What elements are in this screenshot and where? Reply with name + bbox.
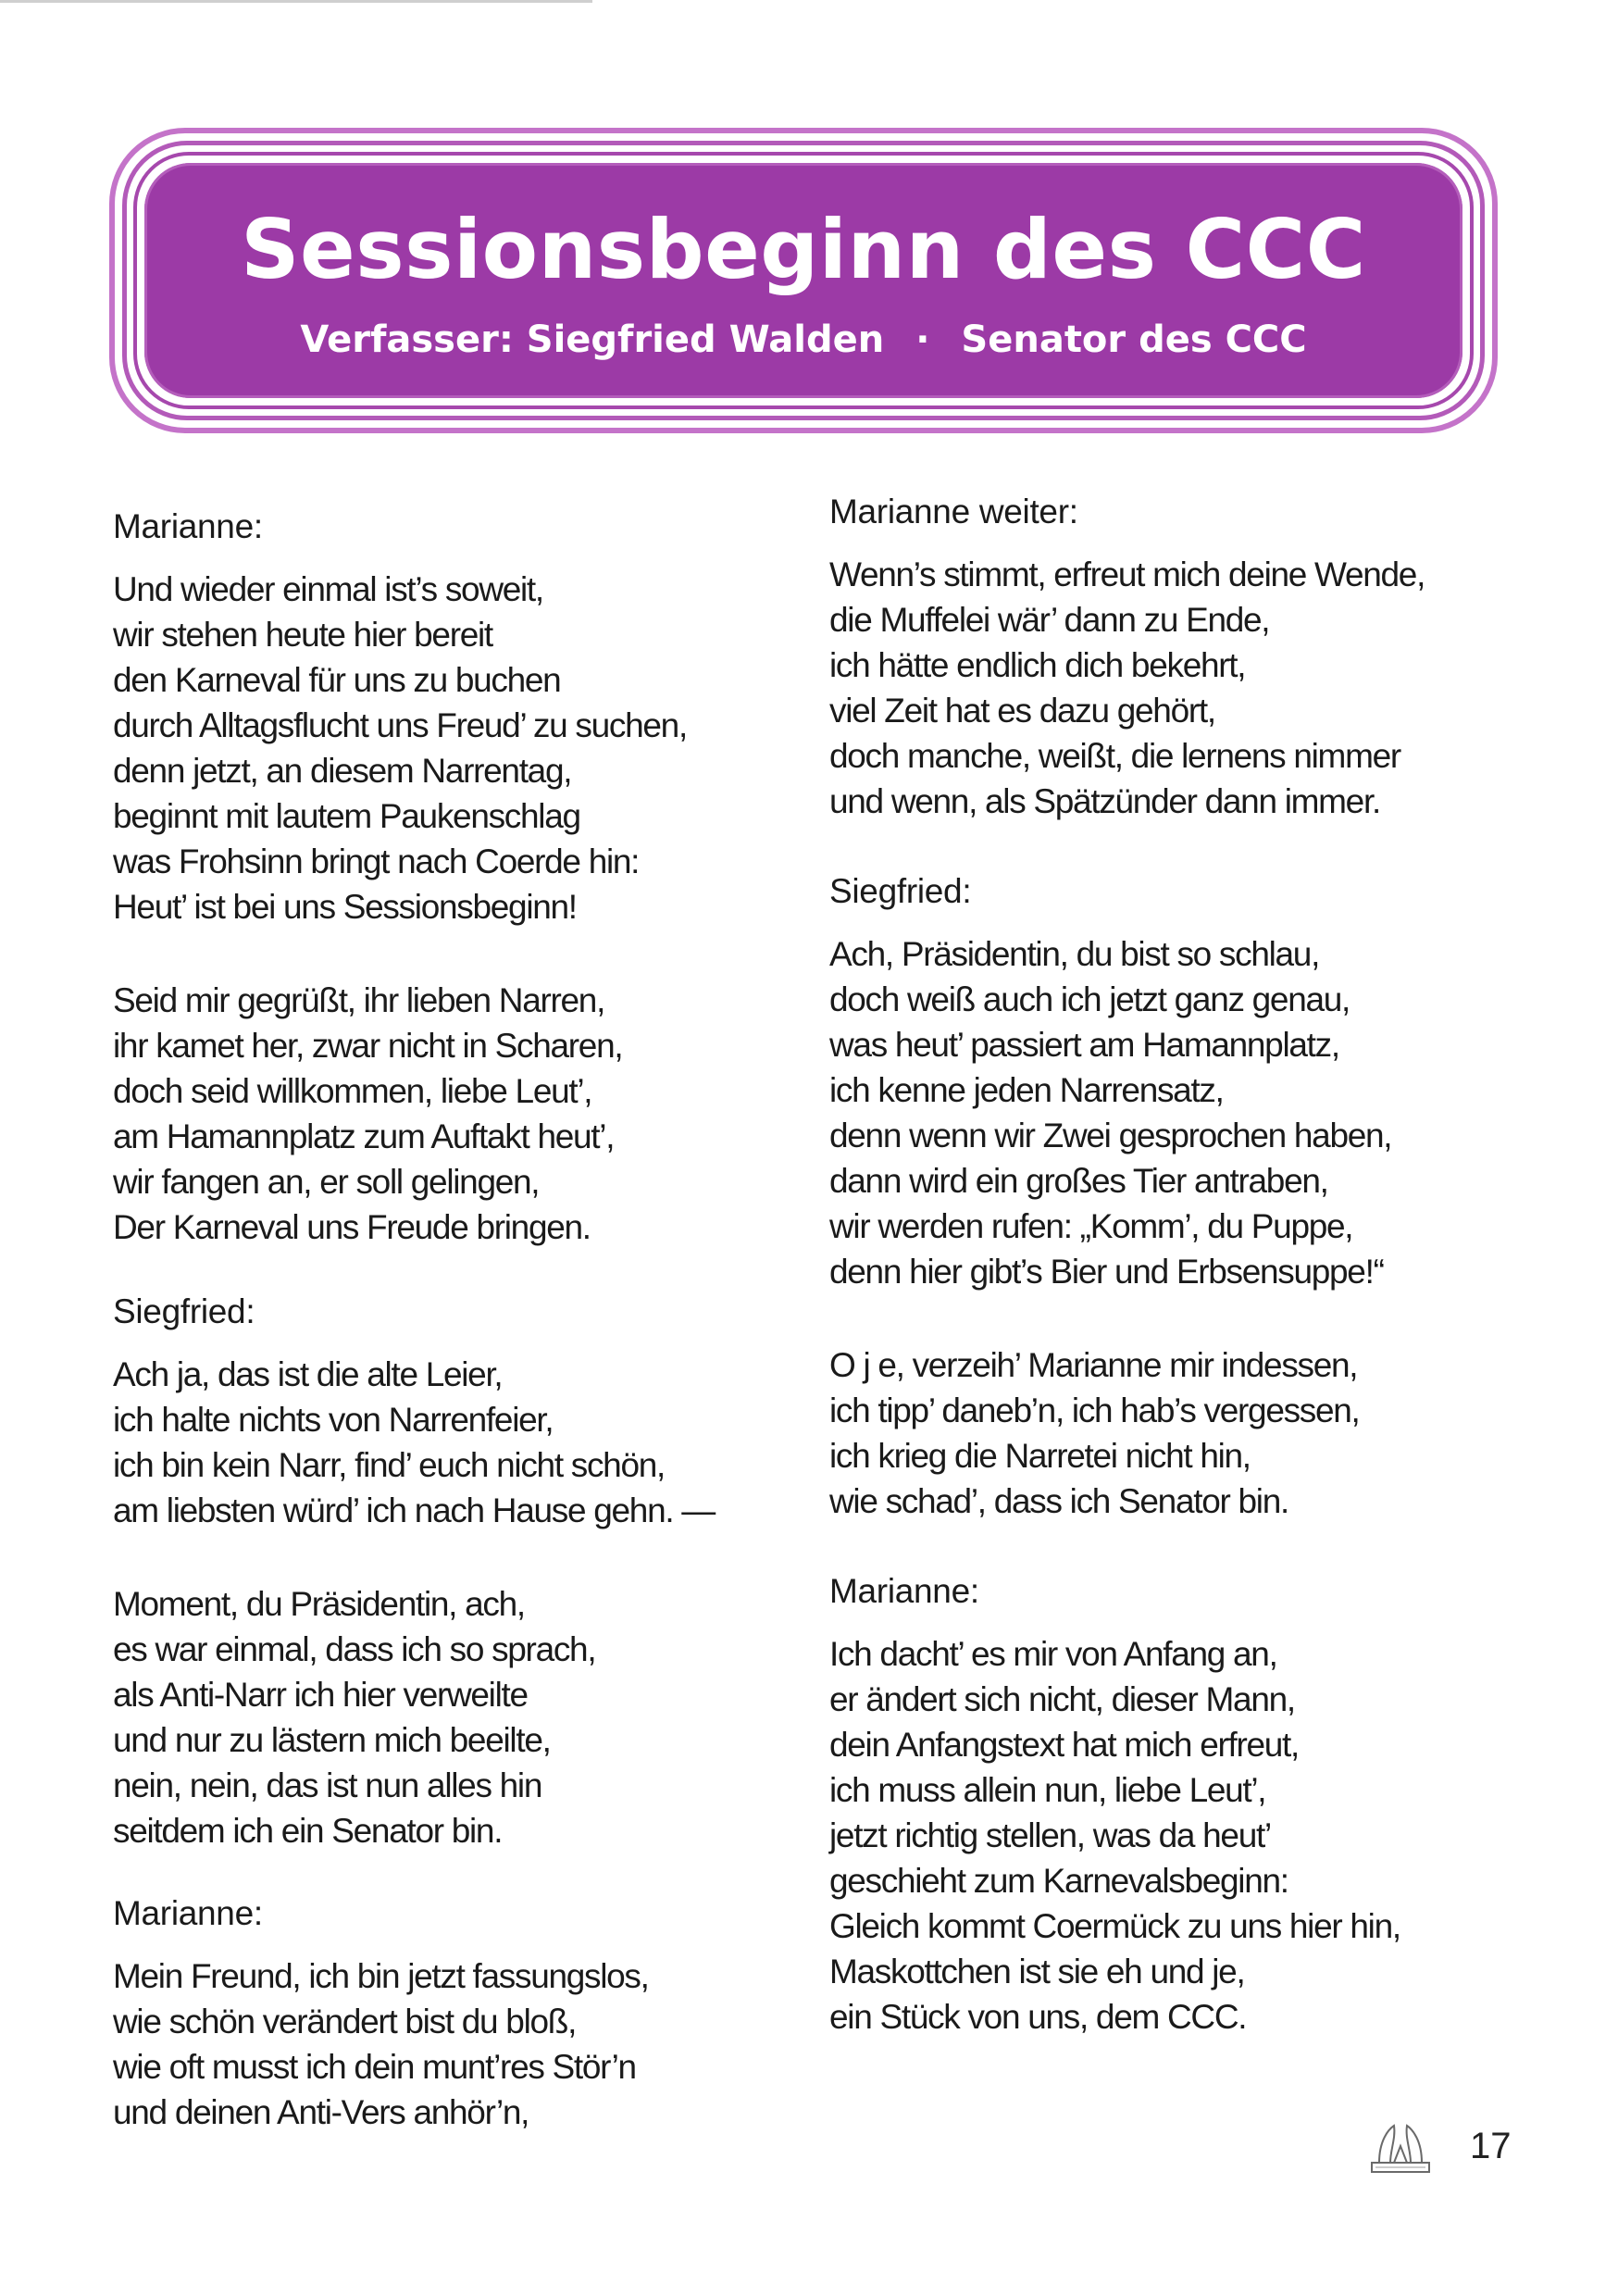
poem-column-right bbox=[829, 493, 1514, 2088]
poem-line: wir fangen an, er soll gelingen, bbox=[113, 1163, 540, 1201]
poem-line: es war einmal, dass ich so sprach, bbox=[113, 1630, 596, 1668]
poem-line: Wenn’s stimmt, erfreut mich deine Wende, bbox=[829, 555, 1425, 593]
carnival-logo-icon bbox=[1368, 2122, 1433, 2176]
poem-line: denn wenn wir Zwei gesprochen haben, bbox=[829, 1117, 1392, 1154]
poem-line: Ach, Präsidentin, du bist so schlau, bbox=[829, 935, 1320, 973]
poem-line: ich muss allein nun, liebe Leut’, bbox=[829, 1771, 1266, 1809]
stanza bbox=[829, 931, 1514, 1294]
poem-line: doch seid willkommen, liebe Leut’, bbox=[113, 1072, 592, 1110]
poem-line: was heut’ passiert am Hamannplatz, bbox=[829, 1026, 1339, 1064]
dialogue-section bbox=[829, 872, 1514, 1524]
poem-line: wir werden rufen: „Komm’, du Puppe, bbox=[829, 1207, 1353, 1245]
page-number: 17 bbox=[1470, 2126, 1512, 2166]
poem-line: was Frohsinn bringt nach Coerde hin: bbox=[113, 842, 640, 880]
poem-line: und wenn, als Spätzünder dann immer. bbox=[829, 782, 1380, 820]
speaker-label: Siegfried: bbox=[829, 872, 972, 910]
stanza bbox=[113, 1352, 798, 1533]
poem-line: wie oft musst ich dein munt’res Stör’n bbox=[113, 2048, 636, 2086]
poem-line: Seid mir gegrüßt, ihr lieben Narren, bbox=[113, 981, 605, 1019]
speaker-label: Marianne: bbox=[113, 507, 263, 545]
poem-line: doch manche, weißt, die lernens nimmer bbox=[829, 737, 1400, 775]
poem-line: wir stehen heute hier bereit bbox=[113, 616, 492, 654]
speaker-label: Siegfried: bbox=[113, 1292, 255, 1330]
speaker-label: Marianne: bbox=[829, 1572, 979, 1610]
speaker-label: Marianne: bbox=[113, 1894, 263, 1932]
poem-line: dein Anfangstext hat mich erfreut, bbox=[829, 1726, 1300, 1764]
poem-line: dann wird ein großes Tier antraben, bbox=[829, 1162, 1328, 1200]
poem-line: wie schön verändert bist du bloß, bbox=[113, 2003, 577, 2040]
poem-line: geschieht zum Karnevalsbeginn: bbox=[829, 1862, 1288, 1900]
dialogue-section bbox=[113, 507, 798, 1250]
poem-line: Und wieder einmal ist’s soweit, bbox=[113, 570, 543, 608]
stanza bbox=[113, 1953, 798, 2135]
poem-line: ich bin kein Narr, find’ euch nicht schön, bbox=[113, 1446, 665, 1484]
poem-line: wie schad’, dass ich Senator bin. bbox=[829, 1482, 1288, 1520]
speaker-label: Marianne weiter: bbox=[829, 493, 1078, 530]
title-banner bbox=[109, 128, 1498, 433]
poem-line: Maskottchen ist sie eh und je, bbox=[829, 1953, 1245, 1990]
stanza bbox=[113, 978, 798, 1250]
poem-line: jetzt richtig stellen, was da heut’ bbox=[829, 1816, 1271, 1854]
poem-line: ich halte nichts von Narrenfeier, bbox=[113, 1401, 554, 1439]
poem-line: Der Karneval uns Freude bringen. bbox=[113, 1208, 591, 1246]
stanza bbox=[113, 567, 798, 930]
banner-subtitle bbox=[109, 318, 1498, 361]
poem-line: nein, nein, das ist nun alles hin bbox=[113, 1766, 542, 1804]
poem-line: beginnt mit lautem Paukenschlag bbox=[113, 797, 580, 835]
dialogue-section bbox=[829, 493, 1514, 824]
poem-line: ich kenne jeden Narrensatz, bbox=[829, 1071, 1224, 1109]
poem-line: am Hamannplatz zum Auftakt heut’, bbox=[113, 1117, 615, 1155]
poem-line: durch Alltagsflucht uns Freud’ zu suchen, bbox=[113, 706, 687, 744]
poem-line: denn jetzt, an diesem Narrentag, bbox=[113, 752, 572, 790]
poem-line: Heut’ ist bei uns Sessionsbeginn! bbox=[113, 888, 577, 926]
dialogue-section bbox=[829, 1572, 1514, 2040]
stanza bbox=[829, 552, 1514, 824]
poem-line: Ich dacht’ es mir von Anfang an, bbox=[829, 1635, 1277, 1673]
poem-line: Gleich kommt Coermück zu uns hier hin, bbox=[829, 1907, 1400, 1945]
poem-line: seitdem ich ein Senator bin. bbox=[113, 1812, 503, 1850]
poem-line: und deinen Anti-Vers anhör’n, bbox=[113, 2093, 529, 2131]
poem-line: doch weiß auch ich jetzt ganz genau, bbox=[829, 980, 1350, 1018]
poem-line: viel Zeit hat es dazu gehört, bbox=[829, 692, 1215, 730]
page-title: Sessionsbeginn des CCC bbox=[241, 202, 1366, 297]
subtitle-separator: · bbox=[915, 318, 930, 361]
poem-line: als Anti-Narr ich hier verweilte bbox=[113, 1676, 528, 1714]
poem-line: Ach ja, das ist die alte Leier, bbox=[113, 1355, 503, 1393]
top-rule bbox=[0, 0, 592, 3]
poem-line: den Karneval für uns zu buchen bbox=[113, 661, 561, 699]
poem-line: ich krieg die Narretei nicht hin, bbox=[829, 1437, 1251, 1475]
author-role: Senator des CCC bbox=[961, 318, 1307, 361]
poem-line: ich tipp’ daneb’n, ich hab’s vergessen, bbox=[829, 1391, 1360, 1429]
poem-line: am liebsten würd’ ich nach Hause gehn. — bbox=[113, 1491, 716, 1529]
author-credit: Verfasser: Siegfried Walden bbox=[300, 318, 885, 361]
poem-line: O j e, verzeih’ Marianne mir indessen, bbox=[829, 1346, 1358, 1384]
poem-line: ich hätte endlich dich bekehrt, bbox=[829, 646, 1246, 684]
stanza bbox=[829, 1342, 1514, 1524]
poem-line: und nur zu lästern mich beeilte, bbox=[113, 1721, 551, 1759]
dialogue-section bbox=[113, 1894, 798, 2135]
stanza bbox=[829, 1631, 1514, 2040]
poem-line: ihr kamet her, zwar nicht in Scharen, bbox=[113, 1027, 623, 1065]
poem-line: Moment, du Präsidentin, ach, bbox=[113, 1585, 525, 1623]
poem-line: denn hier gibt’s Bier und Erbsensuppe!“ bbox=[829, 1253, 1384, 1291]
poem-line: die Muffelei wär’ dann zu Ende, bbox=[829, 601, 1270, 639]
dialogue-section bbox=[113, 1292, 798, 1853]
poem-line: ein Stück von uns, dem CCC. bbox=[829, 1998, 1247, 2036]
poem-line: Mein Freund, ich bin jetzt fassungslos, bbox=[113, 1957, 649, 1995]
poem-line: er ändert sich nicht, dieser Mann, bbox=[829, 1680, 1295, 1718]
poem-column-left bbox=[113, 507, 798, 2183]
stanza bbox=[113, 1581, 798, 1853]
